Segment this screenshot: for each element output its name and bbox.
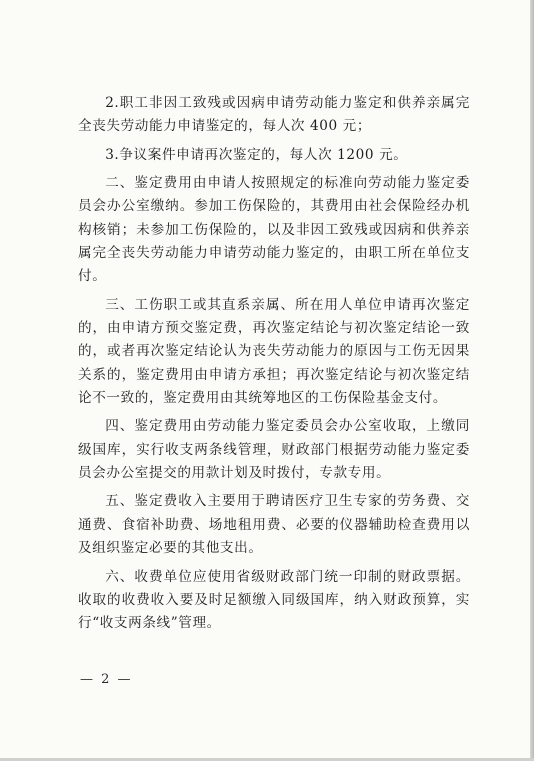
document-body: [78, 92, 470, 636]
page-number: — 2 —: [80, 672, 133, 687]
paragraph-section-2: 二、鉴定费用由申请人按照规定的标准向劳动能力鉴定委员会办公室缴纳。参加工伤保险的，其费用由社会保险经办机构核销；未参加工伤保险的，以及非因工致残或因病和供养亲属完全丧失劳动能力申请劳动能力鉴定的，由职工所在单位支付。: [78, 174, 470, 285]
paragraph-section-3: 三、工伤职工或其直系亲属、所在用人单位申请再次鉴定的，由申请方预交鉴定费，再次鉴定结论与初次鉴定结论一致的，或者再次鉴定结论认为丧失劳动能力的原因与工伤无因果关系的，鉴定费用由申请方承担；再次鉴定结论与初次鉴定结论不一致的，鉴定费用由其统筹地区的工伤保险基金支付。: [78, 296, 470, 407]
page-edge-shadow: [530, 0, 534, 761]
paragraph-section-5: 五、鉴定费收入主要用于聘请医疗卫生专家的劳务费、交通费、食宿补助费、场地租用费、必要的仪器辅助检查费用以及组织鉴定必要的其他支出。: [78, 493, 470, 557]
paragraph-section-6: 六、收费单位应使用省级财政部门统一印制的财政票据。收取的收费收入要及时足额缴入同级国库，纳入财政预算，实行“收支两条线”管理。: [78, 568, 470, 632]
paragraph-fee-item-3: 3.争议案件申请再次鉴定的，每人次 1200 元。: [105, 146, 408, 163]
paragraph-fee-item-2: 2.职工非因工致残或因病申请劳动能力鉴定和供养亲属完全丧失劳动能力申请鉴定的，每人次 400 元；: [78, 95, 470, 135]
paragraph-section-4: 四、鉴定费用由劳动能力鉴定委员会办公室收取，上缴同级国库，实行收支两条线管理，财政部门根据劳动能力鉴定委员会办公室提交的用款计划及时拨付，专款专用。: [78, 418, 470, 482]
